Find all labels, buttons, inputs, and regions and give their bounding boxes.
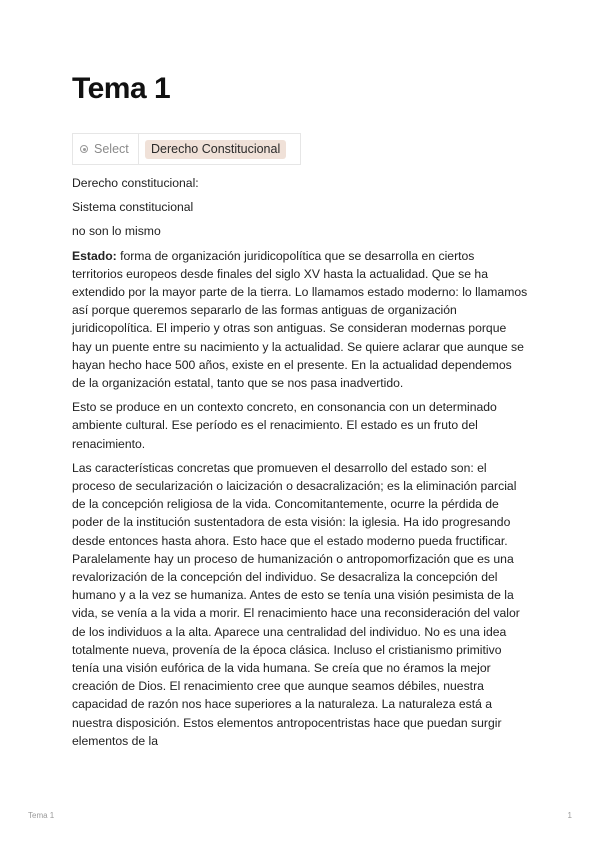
paragraph-estado <box>72 247 528 393</box>
paragraph-2: Esto se produce en un contexto concreto, en consonancia con un determinado ambiente cultural. Ese período es el renacimiento. El estado es un fruto del renacimiento. <box>72 400 497 451</box>
property-label-text: Select <box>94 142 129 156</box>
select-property[interactable] <box>72 133 301 165</box>
estado-text: forma de organización juridicopolítica que se desarrolla en ciertos territorios europeos desde finales del siglo XV hasta la actualidad. Que se ha extendido por la mayor parte de la tierra. Lo llamamos estado moderno: lo llamamos así porque queremos separarlo de las formas antiguas de organización juridicopolítica. El imperio y otras son antiguas. Se consideran modernas porque hay un puente entre su nacimiento y la actualidad. Se quiere aclarar que aunque se hayan hecho hace 500 años, existe en el presente. En la actualidad dependemos de la organización estatal, tanto que se nos pasa inadvertido. <box>72 248 528 391</box>
document-body <box>72 174 528 756</box>
body-line-3: no son lo mismo <box>72 224 161 239</box>
body-line-2: Sistema constitucional <box>72 200 194 215</box>
estado-term: Estado: <box>72 248 117 263</box>
footer-page-title: Tema 1 <box>28 811 55 820</box>
select-icon <box>80 145 88 153</box>
property-label <box>73 134 139 164</box>
body-line-1: Derecho constitucional: <box>72 176 199 190</box>
footer-page-number: 1 <box>567 811 572 820</box>
page-title: Tema 1 <box>72 72 171 105</box>
property-tag[interactable]: Derecho Constitucional <box>145 140 286 159</box>
paragraph-3: Las características concretas que promueven el desarrollo del estado son: el proceso de secularización o laicización o desacralización; es la eliminación parcial de la concepción religiosa de la vida. Concomitantemente, ocurre la pérdida de poder de la institución sustentadora de esta visión: la iglesia. Ha ido progresando desde entonces hasta ahora. Esto hace que el estado moderno pueda fructificar. Paralelamente hay un proceso de humanización o antropomorfización que es una revalorización de la concepción del individuo. Se desacraliza la concepción del humano y a la vez se humaniza. Antes de esto se tenía una visión pesimista de la vida, se venía a la vida a morir. El renacimiento hace una reconsideración del valor de los individuos a la alta. Aparece una centralidad del individuo. No es una idea totalmente nueva, provenía de la época clásica. Incluso el cristianismo primitivo tenía una visión eufórica de la vida humana. Se creía que no éramos la mejor creación de Dios. El renacimiento cree que aunque seamos débiles, nuestra capacidad de razón nos hace superiores a la naturaleza. La naturaleza está a nuestra disposición. Estos elementos antropocentristas hace que puedan surgir elementos de la <box>72 460 520 748</box>
